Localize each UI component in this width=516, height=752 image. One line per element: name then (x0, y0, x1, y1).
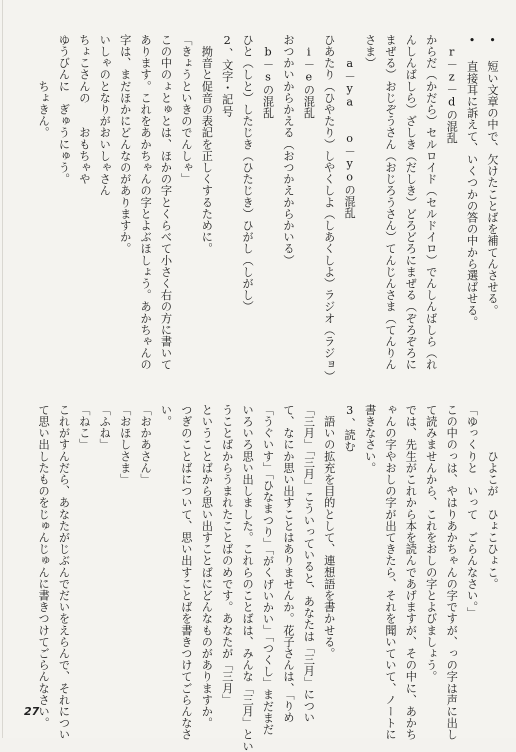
text-column: ゆうびんに ぎゅうにゅう。 (57, 34, 71, 185)
text-column: て思い出したものをじゅんじゅんに書きつけてごらんなさい。 (37, 404, 51, 729)
text-column: いしゃのとなりがおいしゃさん (98, 34, 112, 197)
text-column: 「うぐいす」「ひなまつり」「がくげいかい」「つくし」まだまだ (261, 404, 275, 736)
text-column: 「おかあさん」 (139, 404, 153, 486)
text-column: ひと（しと）したじき（ひたじき）ひがし（しがし） (241, 34, 255, 313)
text-column: さま） (363, 34, 377, 69)
text-column: て、なにか思い出すことはありませんか。花子さんは、「りめ (281, 404, 295, 724)
text-column: あります。これをあかちゃんの字とよぶほしょう。あかちゃんの (139, 34, 153, 371)
upper-text-block (33, 34, 502, 382)
text-column: 「ふね」 (98, 404, 112, 451)
text-column: i－eの混乱 (302, 34, 316, 119)
text-column: ちょこさんの おもちゃや (77, 34, 91, 185)
text-column: いろいろ思い出しました。これらのことばは、みんな「三月」とい (241, 404, 255, 752)
scan-edge (2, 0, 3, 738)
lower-text-block (33, 404, 502, 752)
text-column: おつかいからかえる（おつかえからかいる） (281, 34, 295, 266)
text-column: 字は、まだほかにどんなのがありますか。 (118, 34, 132, 255)
text-column: 拗音と促音の表記を正しくするために。 (200, 34, 214, 255)
text-column: では、先生がこれから本を読んであげますが、その中に、あかち (404, 404, 418, 741)
text-column: ひよこが ひょこひょこ。 (486, 404, 499, 590)
text-column: これがすんだら、あなたがじぶんでだいをえらんで、それについ (57, 404, 71, 741)
text-column: い。 (159, 404, 173, 428)
text-column: b－sの混乱 (261, 34, 275, 119)
text-column: 3、読む (343, 404, 357, 453)
text-column: 「ゆっくりと いって ごらんなさい。」 (465, 404, 479, 619)
text-column: ちょきん。 (37, 34, 51, 139)
text-column: ひあたり（ひやたり）しやくしよ（しあくしよ）ラジオ（ラジョ） (322, 34, 336, 382)
text-column: 「三月」「三月」こういっていると、あなたは「三月」につい (302, 404, 316, 724)
text-column: 「ねこ」 (77, 404, 91, 451)
text-column: ということばから思い出すことばにどんなものがありますか。 (200, 404, 214, 729)
text-column: からだ（かだら）セルロイド（セルドイロ）でんしんばしら（れ (424, 34, 438, 371)
text-column: この中のょとゅとは、ほかの字とくらべて小さく右の方に書いて (159, 34, 173, 371)
text-column: 書きなさい。 (363, 404, 377, 474)
text-column: て読みませんから、これをおしの字とよびましょう。 (424, 404, 438, 683)
text-column: r－z－dの混乱 (445, 34, 459, 144)
text-column: • 短い文章の中で、欠けたことばを補てんさせる。 (486, 34, 499, 316)
page-number: 27 (24, 705, 40, 718)
text-column: んしんばしら）ざしき（だしき）どろどろにまぜる（ぞろぞろに (404, 34, 418, 371)
text-column: 「おほしさま」 (118, 404, 132, 486)
text-column: まぜる）おじぞうさん（おじろうさん）てんじんさま（てんりん (383, 34, 397, 371)
text-column: この中のっは、やはりあかちゃんの字ですが、っの字は声に出し (445, 404, 459, 741)
text-column: うことばからうまれたことばのめです。あなたが「三月」 (220, 404, 234, 706)
text-column: 語いの拡充を目的として、連想語を書かせる。 (322, 404, 336, 660)
text-column: つぎのことばについて、思い出すことばを書きつけてごらんなさ (179, 404, 193, 741)
text-column: a－ya o－yoの混乱 (343, 34, 357, 219)
text-column: 「きょうといきのでんしゃ」 (179, 34, 193, 185)
text-column: 2、文字・記号 (220, 34, 234, 117)
text-column: ゃんの字やおしの字が出てきたら、それを聞いていて、ノートに (383, 404, 397, 741)
text-column: • 直接耳に訴えて、いくつかの答の中から選ばせる。 (465, 34, 479, 328)
